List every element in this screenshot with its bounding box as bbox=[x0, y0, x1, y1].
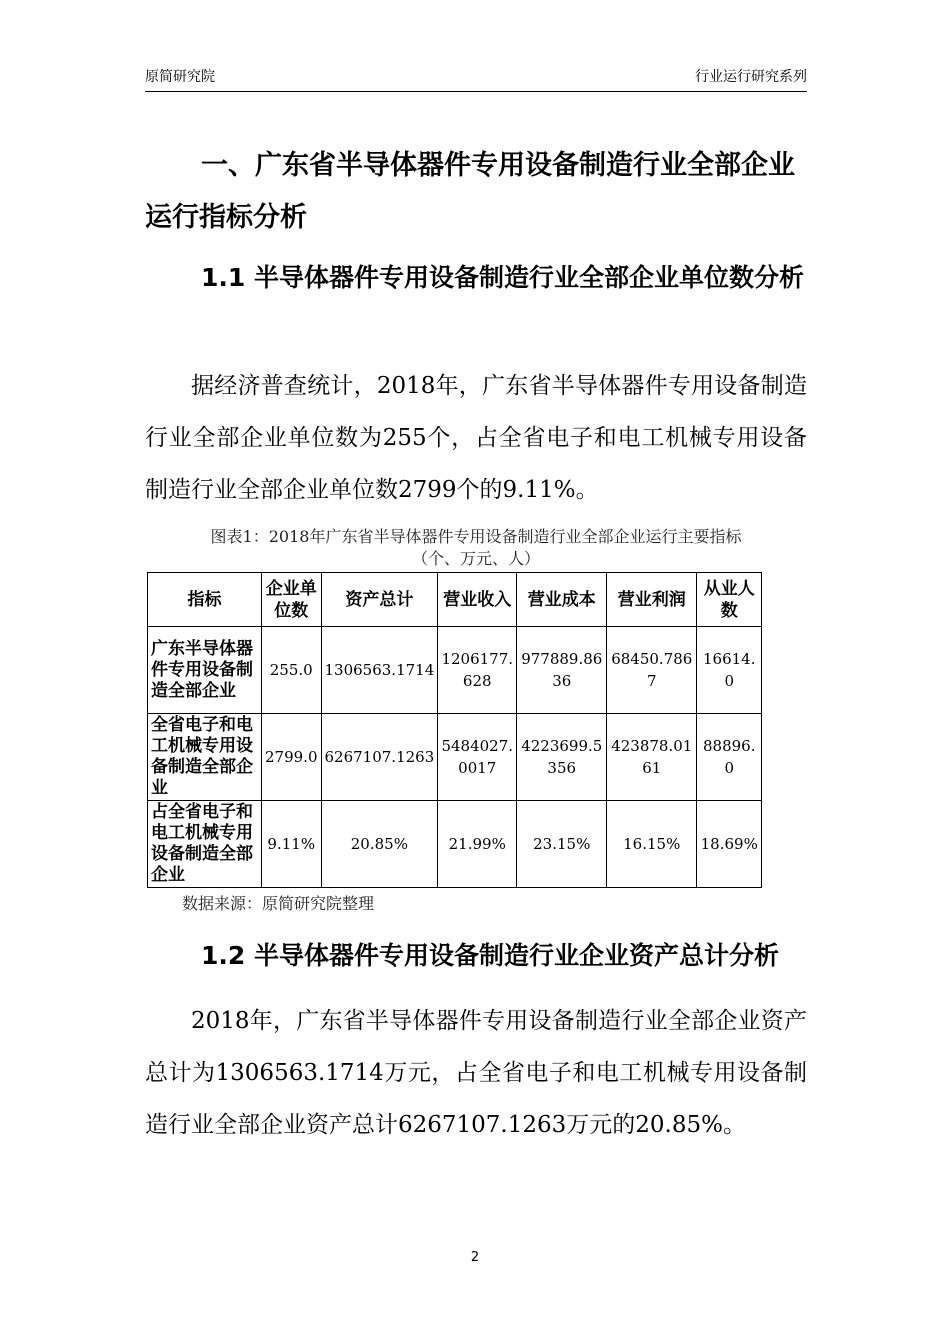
table-source: 数据来源：原简研究院整理 bbox=[182, 894, 375, 913]
cell: 68450.7867 bbox=[607, 627, 697, 714]
col-header: 指标 bbox=[148, 573, 262, 627]
section-heading-1-1: 1.1 半导体器件专用设备制造行业全部企业单位数分析 bbox=[201, 263, 804, 292]
cell: 2799.0 bbox=[262, 714, 322, 801]
row-label: 广东半导体器件专用设备制造全部企业 bbox=[148, 627, 262, 714]
paragraph-1-1: 据经济普查统计，2018年，广东省半导体器件专用设备制造行业全部企业单位数为255个，占全省电子和电工机械专用设备制造行业全部企业单位数2799个的9.11%。 bbox=[145, 373, 807, 503]
col-header: 营业收入 bbox=[438, 573, 517, 627]
cell: 88896.0 bbox=[697, 714, 762, 801]
table-caption-unit: （个、万元、人） bbox=[411, 549, 540, 568]
table-row bbox=[148, 801, 762, 888]
header-right: 行业运行研究系列 bbox=[695, 69, 807, 85]
cell: 18.69% bbox=[697, 801, 762, 888]
cell: 255.0 bbox=[262, 627, 322, 714]
cell: 6267107.1263 bbox=[321, 714, 438, 801]
cell: 423878.0161 bbox=[607, 714, 697, 801]
header-left: 原简研究院 bbox=[145, 69, 215, 85]
col-header: 资产总计 bbox=[321, 573, 438, 627]
table-row bbox=[148, 627, 762, 714]
cell: 977889.8636 bbox=[517, 627, 607, 714]
section-heading-1-2: 1.2 半导体器件专用设备制造行业企业资产总计分析 bbox=[201, 941, 779, 970]
cell: 4223699.5356 bbox=[517, 714, 607, 801]
chapter-title: 一、广东省半导体器件专用设备制造行业全部企业运行指标分析 bbox=[145, 150, 795, 233]
cell: 20.85% bbox=[321, 801, 438, 888]
page-number: 2 bbox=[470, 1250, 480, 1265]
header-divider bbox=[145, 91, 807, 92]
cell: 23.15% bbox=[517, 801, 607, 888]
table-caption: 图表1：2018年广东省半导体器件专用设备制造行业全部企业运行主要指标 bbox=[210, 527, 742, 546]
row-label: 全省电子和电工机械专用设备制造全部企业 bbox=[148, 714, 262, 801]
col-header: 从业人数 bbox=[697, 573, 762, 627]
cell: 1306563.1714 bbox=[321, 627, 438, 714]
cell: 1206177.628 bbox=[438, 627, 517, 714]
table-row bbox=[148, 714, 762, 801]
cell: 9.11% bbox=[262, 801, 322, 888]
cell: 16614.0 bbox=[697, 627, 762, 714]
table-header-row bbox=[148, 573, 762, 627]
col-header: 企业单位数 bbox=[262, 573, 322, 627]
cell: 21.99% bbox=[438, 801, 517, 888]
paragraph-1-2: 2018年，广东省半导体器件专用设备制造行业全部企业资产总计为1306563.1714万元，占全省电子和电工机械专用设备制造行业全部企业资产总计6267107.1263万元的20.85%。 bbox=[145, 1008, 807, 1138]
row-label: 占全省电子和电工机械专用设备制造全部企业 bbox=[148, 801, 262, 888]
cell: 16.15% bbox=[607, 801, 697, 888]
indicator-table bbox=[147, 572, 762, 888]
col-header: 营业成本 bbox=[517, 573, 607, 627]
cell: 5484027.0017 bbox=[438, 714, 517, 801]
col-header: 营业利润 bbox=[607, 573, 697, 627]
